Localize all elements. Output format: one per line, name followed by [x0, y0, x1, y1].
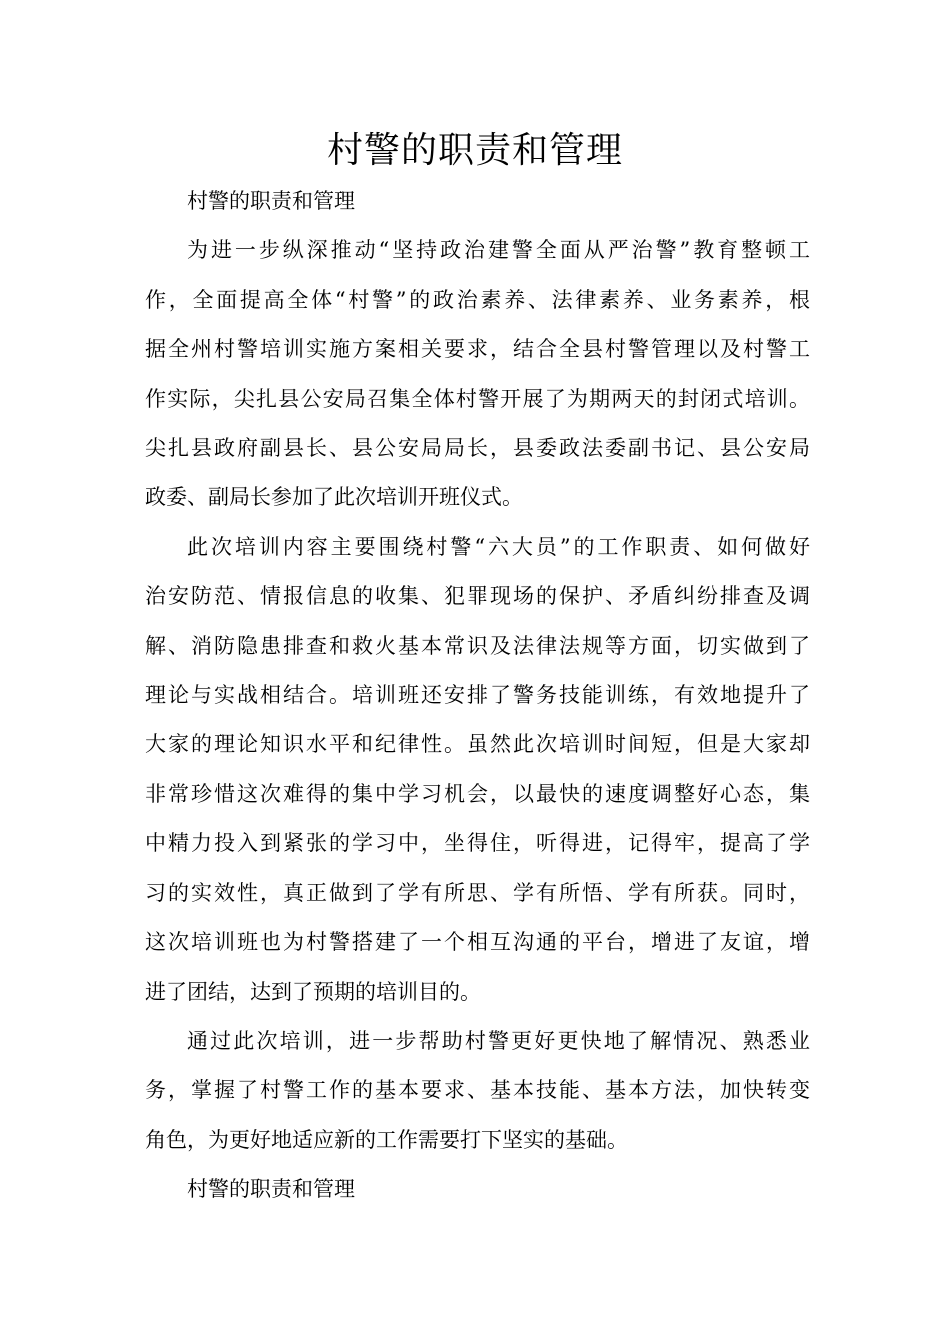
text-line: 政委、副局长参加了此次培训开班仪式。	[145, 485, 523, 510]
document-title: 村警的职责和管理	[326, 130, 623, 171]
paragraph-3	[145, 1017, 810, 1165]
subheading-bottom: 村警的职责和管理	[187, 1177, 355, 1202]
text-line: 作，全面提高全体“村警”的政治素养、法律素养、业务素养，根	[145, 287, 810, 312]
text-line: 习的实效性，真正做到了学有所思、学有所悟、学有所获。同时，	[145, 880, 810, 905]
text-line: 务，掌握了村警工作的基本要求、基本技能、基本方法，加快转变	[145, 1078, 810, 1103]
text-line: 作实际，尖扎县公安局召集全体村警开展了为期两天的封闭式培训。	[145, 386, 810, 411]
text-line: 理论与实战相结合。培训班还安排了警务技能训练，有效地提升了	[145, 683, 810, 708]
paragraph-1	[145, 226, 810, 522]
text-line: 据全州村警培训实施方案相关要求，结合全县村警管理以及村警工	[145, 337, 810, 362]
text-line: 大家的理论知识水平和纪律性。虽然此次培训时间短，但是大家却	[145, 732, 810, 757]
text-line: 此次培训内容主要围绕村警“六大员”的工作职责、如何做好	[187, 534, 810, 559]
text-line: 非常珍惜这次难得的集中学习机会，以最快的速度调整好心态，集	[145, 781, 810, 806]
text-line: 这次培训班也为村警搭建了一个相互沟通的平台，增进了友谊，增	[145, 930, 810, 955]
text-line: 通过此次培训，进一步帮助村警更好更快地了解情况、熟悉业	[187, 1028, 810, 1053]
text-line: 解、消防隐患排查和救火基本常识及法律法规等方面，切实做到了	[145, 633, 810, 658]
text-line: 为进一步纵深推动“坚持政治建警全面从严治警”教育整顿工	[187, 238, 810, 263]
text-line: 尖扎县政府副县长、县公安局局长，县委政法委副书记、县公安局	[145, 436, 810, 461]
text-line: 进了团结，达到了预期的培训目的。	[145, 979, 481, 1004]
paragraph-2	[145, 523, 810, 1017]
subheading-top: 村警的职责和管理	[187, 189, 355, 213]
document-body	[145, 177, 810, 1215]
text-line: 治安防范、情报信息的收集、犯罪现场的保护、矛盾纠纷排查及调	[145, 584, 810, 609]
text-line: 中精力投入到紧张的学习中，坐得住，听得进，记得牢，提高了学	[145, 831, 810, 856]
text-line: 角色，为更好地适应新的工作需要打下坚实的基础。	[145, 1127, 628, 1152]
